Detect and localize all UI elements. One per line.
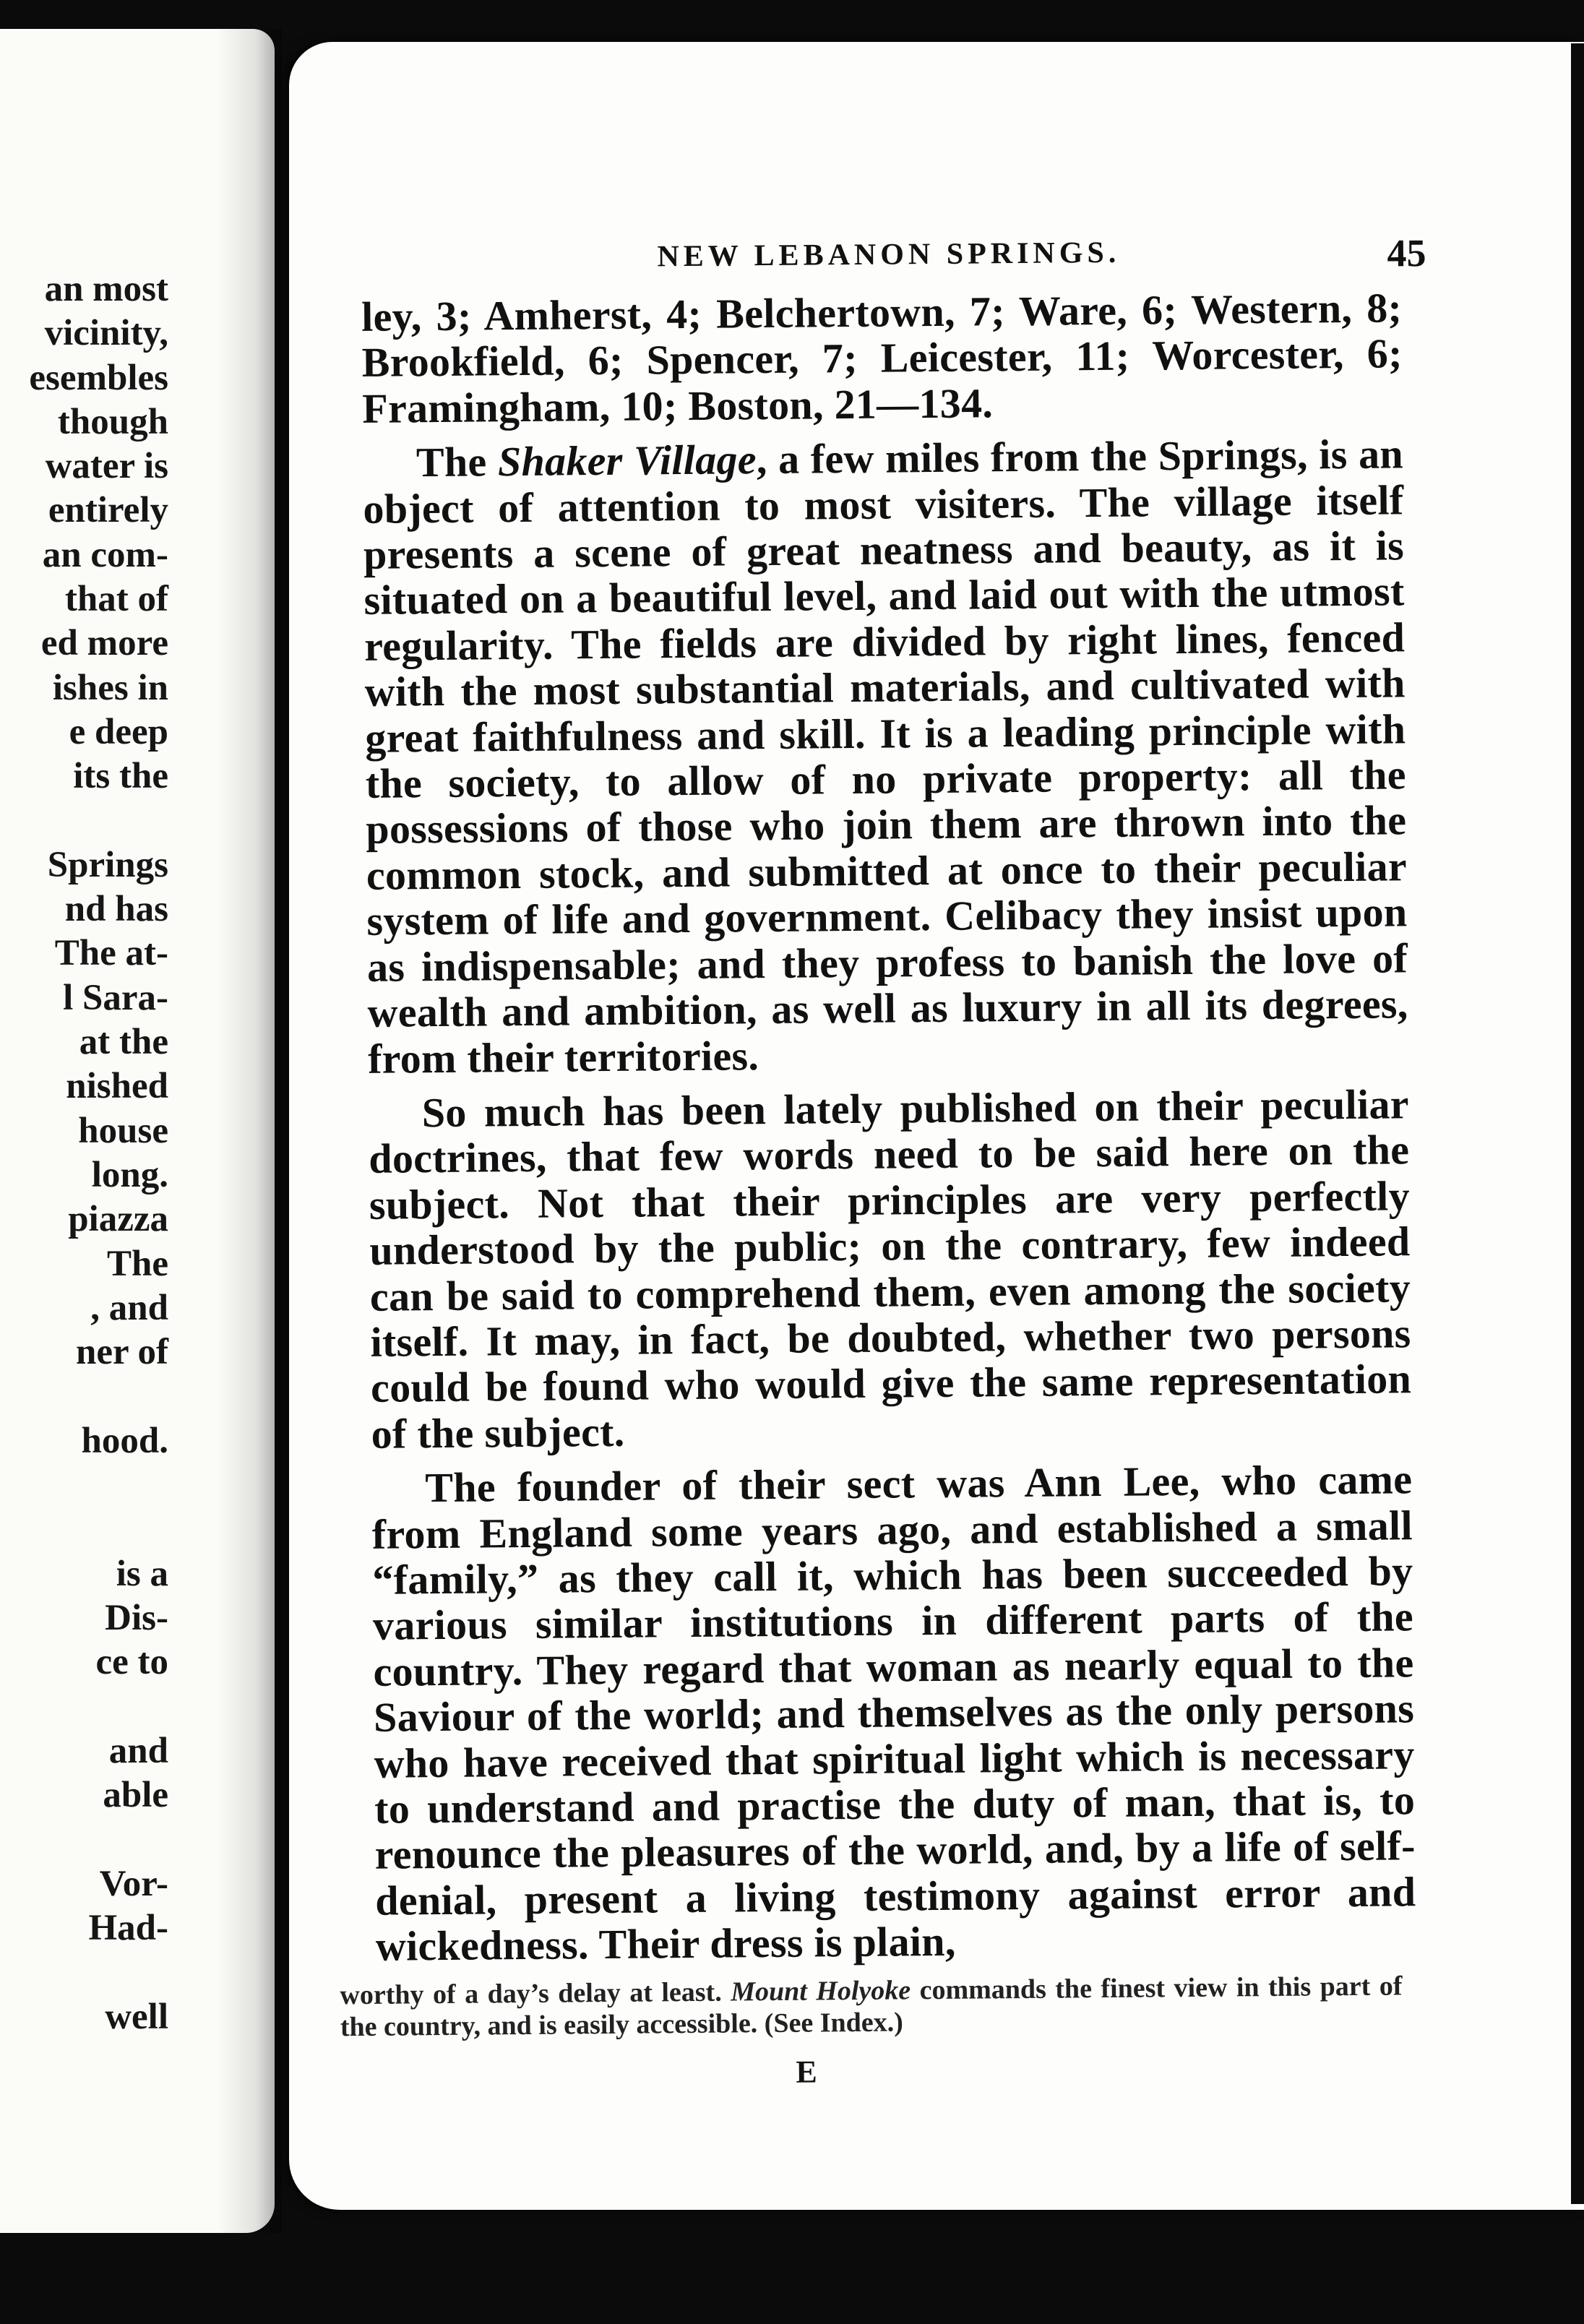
left-page-line [6,1817,168,1862]
left-page-line: though [57,401,168,442]
page-edge [1571,43,1584,2204]
left-page-line: nd has [64,889,168,930]
left-page-line: and [108,1730,168,1771]
paragraph-doctrines: So much has been lately published on their peculiar doctrines, that few words need to be said here on the subject. Not that their principles are very perfectly understood by the public; on the contrary, few indeed can be said to comprehend them, even among the society itself. It may, in fact, be doubted, whether two persons could be found who would give the same representation of the subject. [369,1080,1412,1458]
left-page-line: l Sara- [63,977,168,1018]
left-page-line: ishes in [52,667,168,708]
footnote: worthy of a day’s delay at least. Mount Holyoke commands the finest view in this part of the country, and is easily accessible. (See Index.) [340,1971,1403,2043]
left-page-line: ce to [95,1642,168,1683]
left-page-text [6,267,168,2039]
signature-mark: E [796,2054,817,2090]
running-head: NEW LEBANON SPRINGS. [657,236,1121,274]
left-page-line: is a [116,1553,168,1594]
left-page-line: hood. [81,1420,168,1461]
paragraph-shaker-village: The Shaker Village, a few miles from the Springs, is an object of attention to most visiters. The village itself presents a scene of great neatness and beauty, as it is situated on a beautiful level, and laid out with the utmost regularity. The fields are divided by right lines, fenced with the most substantial materials, and cultivated with great faithfulness and skill. It is a leading principle with the society, to allow of no private property: all the possessions of those who join them are thrown into the common stock, and submitted at once to their peculiar system of life and government. Celibacy they insist upon as indispensable; and they profess to banish the love of wealth and ambition, as well as luxury in all its degrees, from their territories. [363,430,1408,1083]
left-page-line: able [103,1775,168,1816]
left-page-line: an com- [42,534,168,575]
left-page-line: The [106,1243,168,1284]
book-gutter-shadow [217,29,282,2233]
left-page-line: vicinity, [44,313,168,354]
left-page-line: Springs [47,844,168,885]
left-page-line [6,1463,168,1507]
left-page-line [6,1507,168,1552]
left-page-line: at the [79,1022,168,1063]
left-page-line: nished [66,1066,168,1107]
left-page-line: ner of [76,1332,168,1373]
left-page-line: its the [73,756,168,797]
left-page-line: house [78,1110,168,1151]
left-page-line: long. [91,1154,168,1195]
left-page-line: The at- [54,933,168,974]
left-page-line [6,799,168,843]
left-page-line [6,1950,168,1994]
left-page-line: that of [64,579,168,620]
left-page-line: Had- [88,1907,168,1948]
left-page-line: Vor- [99,1863,168,1904]
left-page-line: entirely [48,490,168,531]
left-page-line: piazza [68,1199,168,1240]
left-page-line: an most [44,269,168,309]
left-page-line [6,1374,168,1419]
left-page-line: esembles [29,357,168,398]
left-page-line: e deep [69,711,168,752]
body-text [361,285,1416,1969]
left-page-line: Dis- [105,1597,168,1638]
paragraph-continuation: ley, 3; Amherst, 4; Belchertown, 7; Ware, 6; Western, 8; Brookfield, 6; Spencer, 7; Leicester, 11; Worcester, 6; Framingham, 10; Boston, 21—134. [361,284,1403,432]
page-number: 45 [1387,231,1426,275]
left-page-line: ed more [40,623,168,664]
left-page-line: well [105,1996,168,2037]
paragraph-founder: The founder of their sect was Ann Lee, who came from England some years ago, and established a small “family,” as they call it, which has been succeeded by various similar institutions in different parts of the country. They regard that woman as nearly equal to the Saviour of the world; and themselves as the only persons who have received that spiritual light which is necessary to understand and practise the duty of man, that is, to renounce the pleasures of the world, and, by a life of self-denial, present a living testimony against error and wickedness. Their dress is plain, [371,1455,1416,1971]
left-page-line: , and [90,1287,168,1328]
left-page-line: water is [45,446,168,487]
page-frame [301,53,1570,2203]
left-page-line [6,1685,168,1729]
